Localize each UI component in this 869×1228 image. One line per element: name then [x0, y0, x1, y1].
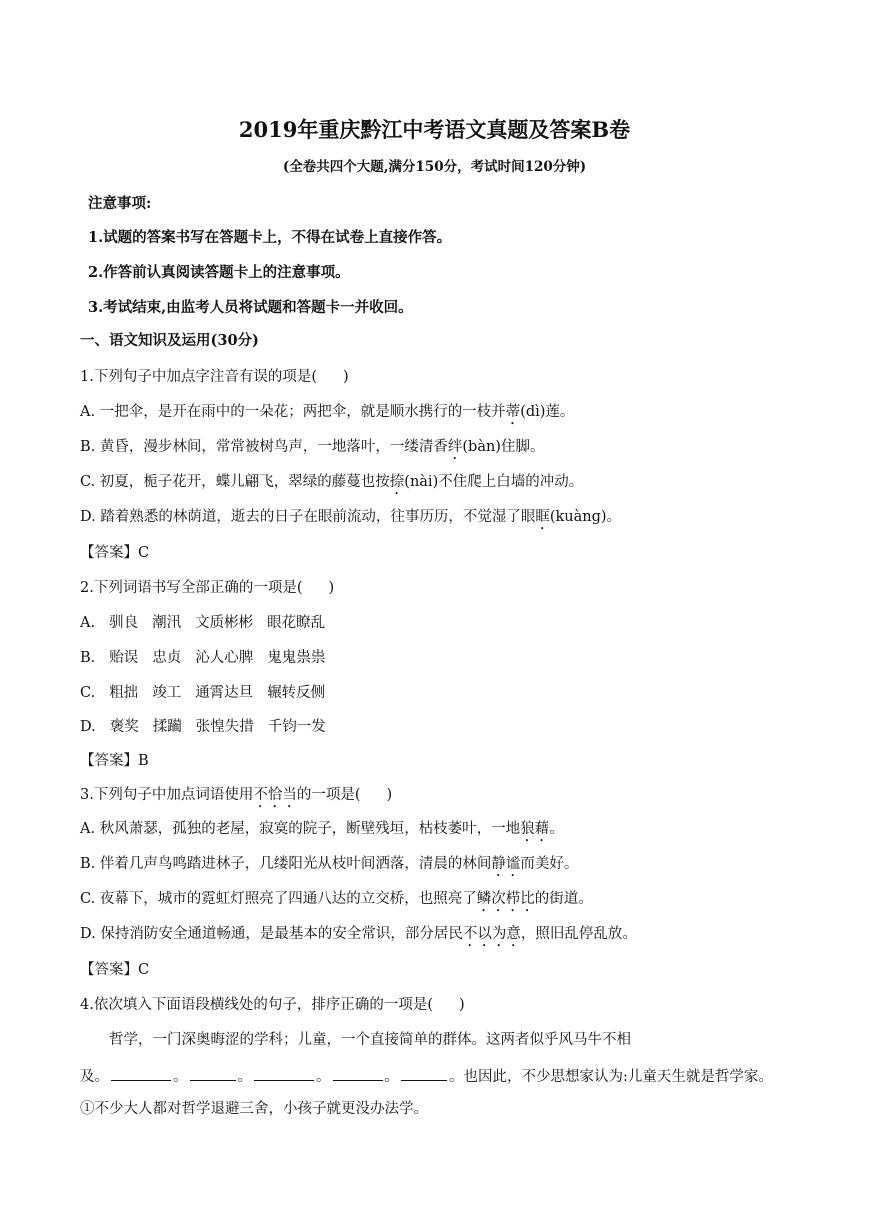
question-2-stem-text: 2.下列词语书写全部正确的一项是(: [80, 580, 303, 596]
option-word: 揉躏: [152, 719, 182, 735]
question-3-stem-text: 3.下列句子中加点词语使用: [80, 787, 254, 803]
option-word: 文质彬彬: [195, 615, 254, 631]
option-word: 张惶失措: [195, 719, 254, 735]
question-1-stem-text: 1.下列句子中加点字注音有误的项是(: [80, 369, 317, 385]
option-word: 贻误: [109, 650, 139, 666]
option-letter: B.: [80, 650, 96, 666]
dotted-phrase: 静谧: [491, 856, 521, 872]
question-3-option-b: [80, 854, 578, 880]
option-text-tail: 而美好。: [520, 856, 579, 872]
question-2-option-a: [80, 613, 325, 633]
fill-blank-1: [111, 1065, 171, 1081]
dotted-character: 捺: [389, 474, 405, 490]
blank-separator: 。: [384, 1069, 399, 1085]
question-4-passage-line-1: 哲学，一门深奥晦涩的学科；儿童，一个直接简单的群体。这两者似乎风马牛不相: [109, 1032, 631, 1048]
question-2-option-d: [80, 717, 326, 737]
question-1-answer: 【答案】C: [80, 545, 150, 561]
option-text: D. 踏着熟悉的林荫道，逝去的日子在眼前流动，往事历历，不觉湿了眼: [80, 509, 536, 525]
option-text: C. 夜幕下，城市的霓虹灯照亮了四通八达的立交桥，也照亮了: [80, 891, 477, 907]
option-word: 千钧一发: [267, 719, 326, 735]
dotted-character: 蒂: [505, 404, 521, 420]
option-letter: D.: [80, 719, 96, 735]
notes-item-1: 1.试题的答案书写在答题卡上，不得在试卷上直接作答。: [88, 229, 452, 246]
option-letter: C.: [80, 685, 96, 701]
fill-blank-3: [254, 1065, 314, 1081]
fill-blank-2: [190, 1065, 236, 1081]
option-text: C. 初夏，栀子花开，蝶儿翩飞，翠绿的藤蔓也按: [80, 474, 390, 490]
notes-item-3: 3.考试结束,由监考人员将试题和答题卡一并收回。: [88, 299, 413, 316]
option-word: 眼花瞭乱: [267, 615, 326, 631]
option-text: A. 一把伞，是开在雨中的一朵花；两把伞，就是顺水携行的一枝并: [80, 404, 506, 420]
question-4-stem-text: 4.依次填入下面语段横线处的句子，排序正确的一项是(: [80, 997, 433, 1013]
option-text: B. 黄昏，漫步林间，常常被树鸟声，一地落叶，一缕清香: [80, 439, 448, 455]
question-1-stem-close: ): [343, 369, 349, 385]
question-3-stem: [80, 785, 392, 811]
option-text-tail: 。: [549, 821, 564, 837]
option-text-tail: ，照旧乱停乱放。: [520, 926, 637, 942]
option-word: 鬼鬼祟祟: [267, 650, 326, 666]
passage-text-tail: 。也因此，不少思想家认为:儿童天生就是哲学家。: [449, 1069, 773, 1085]
option-text-tail: 的街道。: [534, 891, 593, 907]
question-2-option-c: [80, 683, 325, 703]
option-word: 潮汛: [152, 615, 182, 631]
option-letter: A.: [80, 615, 96, 631]
question-1-option-c: [80, 472, 583, 498]
question-3-option-c: [80, 889, 593, 915]
question-1-option-b: [80, 437, 544, 463]
question-4-stem-close: ): [459, 997, 465, 1013]
option-text-tail: (nài)不住爬上白墙的冲动。: [404, 474, 584, 490]
fill-blank-5: [401, 1065, 447, 1081]
question-2-answer: 【答案】B: [80, 753, 149, 769]
section-heading: 一、语文知识及运用(30分): [80, 332, 259, 349]
question-4-stem: [80, 995, 465, 1015]
passage-text: 及。: [80, 1069, 109, 1085]
option-word: 沁人心脾: [195, 650, 254, 666]
option-word: 竣工: [152, 685, 182, 701]
dotted-phrase: 鳞次栉比: [476, 891, 535, 907]
option-text-tail: (kuàng)。: [549, 509, 622, 525]
dotted-phrase: 狼藉: [520, 821, 550, 837]
dotted-phrase: 不恰当: [253, 787, 297, 803]
page-title: 2019年重庆黔江中考语文真题及答案B卷: [238, 117, 631, 142]
question-3-option-a: [80, 819, 564, 845]
question-3-stem-mid: 的一项是(: [296, 787, 361, 803]
question-2-option-b: [80, 648, 325, 668]
dotted-phrase: 不以为意: [462, 926, 521, 942]
option-text: A. 秋风萧瑟，孤独的老屋，寂寞的院子，断壁残垣，枯枝萎叶，一地: [80, 821, 521, 837]
notes-item-2: 2.作答前认真阅读答题卡上的注意事项。: [88, 264, 350, 281]
blank-separator: 。: [316, 1069, 331, 1085]
blank-separator: 。: [173, 1069, 188, 1085]
option-text: B. 伴着几声鸟鸣踏进林子，几缕阳光从枝叶间洒落，清晨的林间: [80, 856, 492, 872]
option-word: 驯良: [109, 615, 139, 631]
dotted-character: 眶: [535, 509, 550, 525]
question-4-passage-line-2: [80, 1065, 773, 1087]
question-3-option-d: [80, 924, 637, 950]
option-word: 通霄达旦: [195, 685, 254, 701]
question-1-option-a: [80, 402, 574, 428]
question-3-answer: 【答案】C: [80, 962, 150, 978]
question-3-stem-close: ): [386, 787, 393, 803]
option-word: 褒奖: [109, 719, 139, 735]
dotted-character: 绊: [447, 439, 463, 455]
option-text-tail: (bàn)住脚。: [462, 439, 545, 455]
option-text-tail: (dì)莲。: [520, 404, 575, 420]
option-word: 忠贞: [152, 650, 182, 666]
blank-separator: 。: [237, 1069, 252, 1085]
option-text: D. 保持消防安全通道畅通，是最基本的安全常识，部分居民: [80, 926, 463, 942]
question-4-option-1: ①不少大人都对哲学退避三舍，小孩子就更没办法学。: [80, 1101, 428, 1117]
question-1-stem: [80, 367, 349, 387]
notes-heading: 注意事项:: [88, 195, 152, 212]
option-word: 辗转反侧: [267, 685, 326, 701]
fill-blank-4: [333, 1065, 383, 1081]
question-2-stem-close: ): [328, 580, 335, 596]
option-word: 粗拙: [109, 685, 139, 701]
question-2-stem: [80, 578, 334, 598]
question-1-option-d: [80, 507, 621, 533]
page-subtitle: (全卷共四个大题,满分150分，考试时间120分钟): [282, 159, 587, 175]
